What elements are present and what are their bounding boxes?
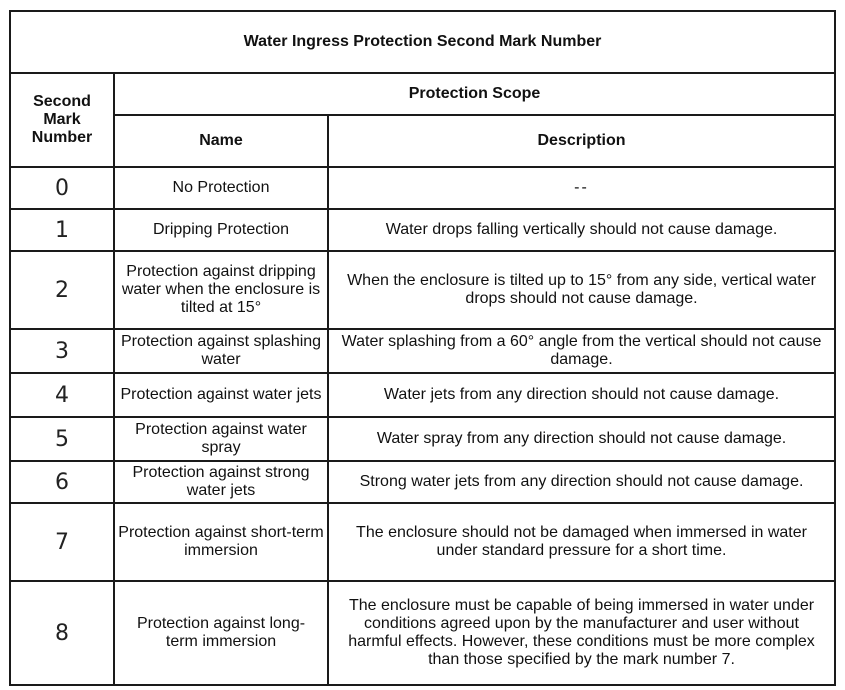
table-row	[10, 251, 835, 329]
protection-description-cell: The enclosure must be capable of being immersed in water under conditions agreed upon by the manufacturer and user without harmful effects. However, these conditions must be more complex than those specified by the mark number 7.	[328, 581, 835, 685]
table-row	[10, 167, 835, 209]
mark-number-cell: 8	[10, 581, 114, 685]
header-protection-scope: Protection Scope	[114, 73, 835, 115]
protection-description-cell: Water spray from any direction should not cause damage.	[328, 417, 835, 461]
table-row	[10, 581, 835, 685]
table-row	[10, 209, 835, 251]
header-description: Description	[328, 115, 835, 167]
mark-number-cell: 7	[10, 503, 114, 581]
protection-name-cell: Protection against dripping water when the enclosure is tilted at 15°	[114, 251, 328, 329]
protection-description-cell: --	[328, 167, 835, 209]
protection-name-cell: Protection against short-term immersion	[114, 503, 328, 581]
protection-name-cell: Protection against water jets	[114, 373, 328, 417]
mark-number-cell: 2	[10, 251, 114, 329]
protection-description-cell: The enclosure should not be damaged when immersed in water under standard pressure for a short time.	[328, 503, 835, 581]
table-row	[10, 417, 835, 461]
protection-description-cell: Water drops falling vertically should not cause damage.	[328, 209, 835, 251]
table-row	[10, 373, 835, 417]
protection-name-cell: Protection against strong water jets	[114, 461, 328, 503]
mark-number-cell: 3	[10, 329, 114, 373]
mark-number-cell: 0	[10, 167, 114, 209]
protection-description-cell: Strong water jets from any direction should not cause damage.	[328, 461, 835, 503]
protection-name-cell: Protection against long-term immersion	[114, 581, 328, 685]
protection-name-cell: Dripping Protection	[114, 209, 328, 251]
table-body	[10, 167, 835, 685]
mark-number-cell: 5	[10, 417, 114, 461]
mark-number-cell: 6	[10, 461, 114, 503]
protection-name-cell: Protection against water spray	[114, 417, 328, 461]
header-name: Name	[114, 115, 328, 167]
header-mark-number: Second Mark Number	[10, 73, 114, 167]
protection-name-cell: No Protection	[114, 167, 328, 209]
protection-description-cell: When the enclosure is tilted up to 15° from any side, vertical water drops should not cause damage.	[328, 251, 835, 329]
table-title: Water Ingress Protection Second Mark Number	[10, 11, 835, 73]
protection-name-cell: Protection against splashing water	[114, 329, 328, 373]
mark-number-cell: 1	[10, 209, 114, 251]
table-row	[10, 503, 835, 581]
mark-number-cell: 4	[10, 373, 114, 417]
protection-description-cell: Water splashing from a 60° angle from the vertical should not cause damage.	[328, 329, 835, 373]
table-row	[10, 329, 835, 373]
table-row	[10, 461, 835, 503]
protection-description-cell: Water jets from any direction should not cause damage.	[328, 373, 835, 417]
ip-protection-table	[9, 10, 836, 686]
